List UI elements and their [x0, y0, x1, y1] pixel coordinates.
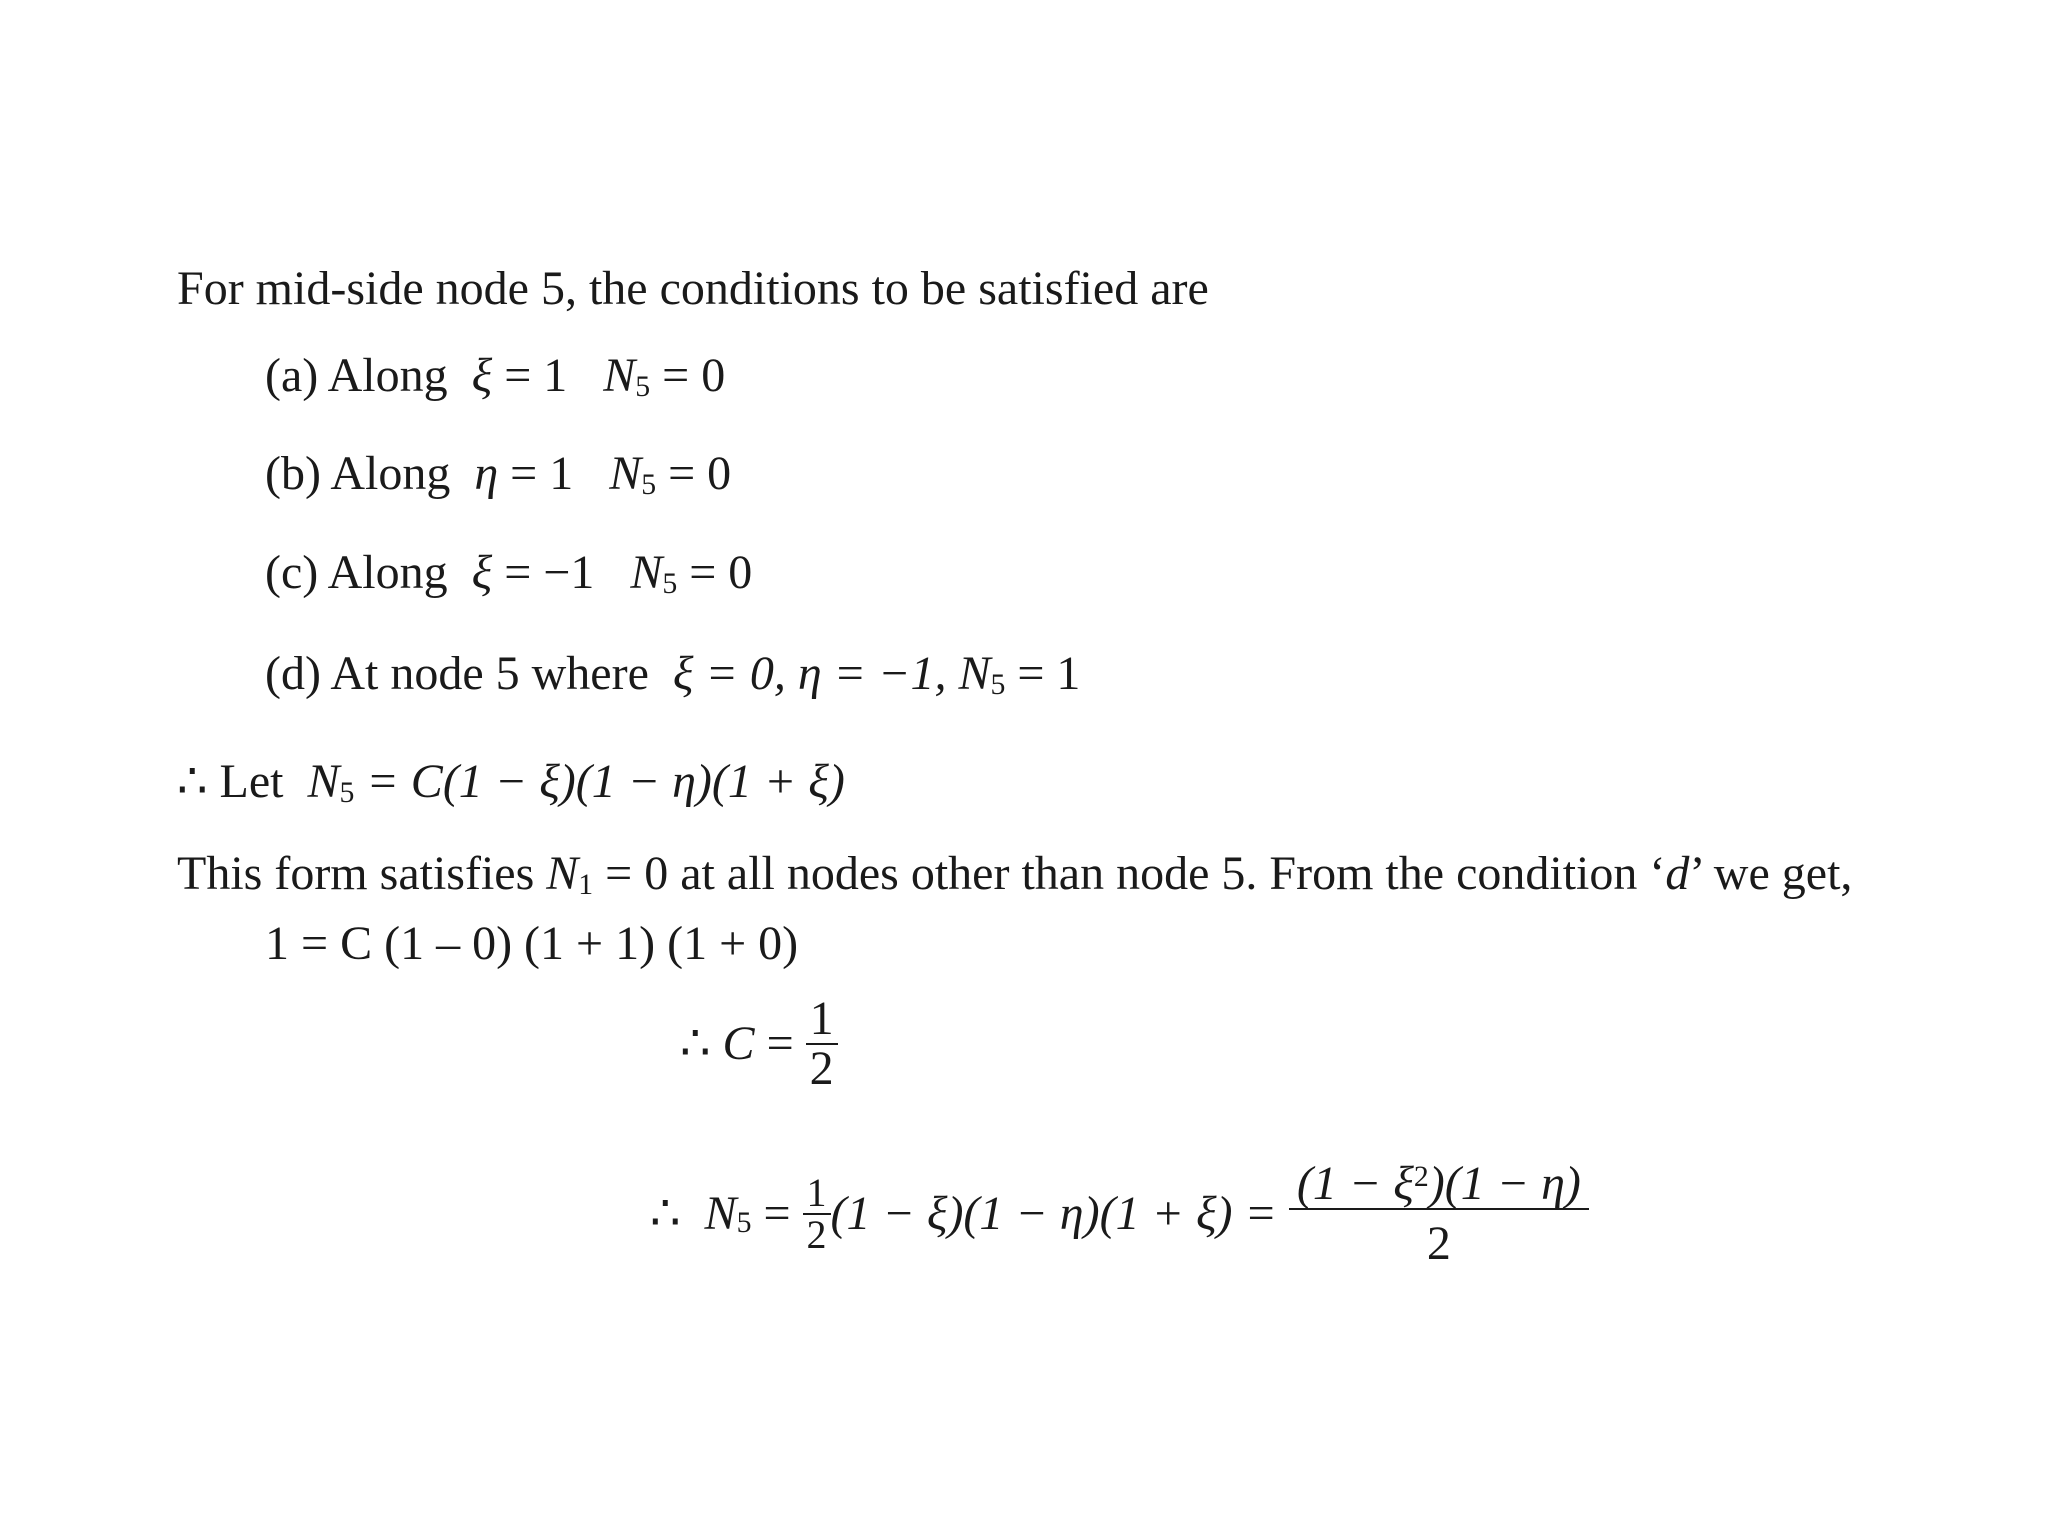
shape-function-symbol: N: [704, 1187, 737, 1240]
shape-function-symbol: N: [630, 546, 663, 599]
satisfies-suffix: ’ we get,: [1689, 847, 1853, 900]
shape-function-subscript: 5: [641, 468, 657, 502]
satisfies-middle: = 0 at all nodes other than node 5. From the condition ‘: [593, 847, 1666, 900]
condition-relation: = 1: [498, 447, 574, 500]
condition-variable: η: [474, 447, 499, 500]
numerator-part-a: (1 − ξ: [1296, 1157, 1414, 1210]
intro-text: [177, 262, 1209, 315]
shape-function-symbol: N: [609, 447, 642, 500]
satisfies-prefix: This form satisfies: [177, 847, 547, 900]
shape-function-symbol: N: [546, 847, 579, 900]
n5-result: ∴ N $_5$ = $\frac{1}{2}$ (1 − ξ)(1 − η)(1 + ξ) = $\frac{(1 - \xi^2)(1 - \eta)}{2}$: [650, 1160, 1589, 1268]
condition-a: [265, 349, 726, 404]
shape-function-subscript: 5: [635, 370, 651, 404]
shape-function-value: = 0: [656, 447, 732, 500]
condition-variable: ξ: [672, 647, 694, 700]
shape-function-subscript: 5: [990, 668, 1006, 702]
condition-label: (d) At node 5 where: [265, 647, 649, 700]
numerator-part-b: )(1 − η): [1428, 1157, 1581, 1210]
condition-reference: d: [1665, 847, 1690, 900]
therefore-symbol: ∴: [680, 1017, 711, 1070]
fraction-denominator: 2: [806, 1212, 827, 1257]
let-word: Let: [219, 755, 284, 808]
half-fraction: [803, 1170, 831, 1257]
shape-function-subscript: 1: [578, 868, 594, 902]
shape-function-value: = 0: [677, 546, 753, 599]
shape-function-subscript: 5: [339, 776, 355, 810]
fraction-denominator: 2: [809, 1042, 834, 1095]
satisfies-text: [177, 847, 1853, 902]
shape-function-symbol: N: [307, 755, 340, 808]
condition-b: [265, 447, 732, 502]
final-fraction: [1289, 1157, 1589, 1270]
condition-label: (c) Along: [265, 546, 448, 599]
numerator-exponent: 2: [1413, 1159, 1429, 1193]
let-statement: [177, 755, 845, 810]
substitution-equation: 1 = C (1 – 0) (1 + 1) (1 + 0): [265, 917, 799, 970]
shape-function-symbol: N: [958, 647, 991, 700]
shape-function-value: = 1: [1005, 647, 1081, 700]
intro-sentence: For mid-side node 5, the conditions to be satisfied are: [177, 262, 1209, 315]
c-result: [680, 992, 838, 1095]
substitution-line: [265, 917, 799, 970]
fraction-numerator: 1: [806, 995, 838, 1045]
constant-symbol: C: [722, 1017, 755, 1070]
fraction-numerator: 1: [803, 1173, 831, 1215]
shape-function-subscript: 5: [662, 567, 678, 601]
equals-sign: =: [751, 1187, 803, 1240]
condition-variable: ξ: [471, 546, 493, 599]
condition-label: (b) Along: [265, 447, 451, 500]
therefore-symbol: ∴: [177, 755, 208, 808]
product-expression: (1 − ξ)(1 − η)(1 + ξ) =: [830, 1187, 1289, 1240]
condition-relation: = −1: [492, 546, 595, 599]
condition-relation: = 1: [492, 349, 568, 402]
equals-sign: =: [754, 1017, 806, 1070]
condition-relation: = 0, η = −1,: [693, 647, 947, 700]
assumed-form-expression: = C(1 − ξ)(1 − η)(1 + ξ): [354, 755, 845, 808]
condition-d: [265, 647, 1081, 702]
therefore-symbol: ∴: [650, 1187, 681, 1240]
fraction-denominator: 2: [1426, 1217, 1451, 1270]
shape-function-symbol: N: [603, 349, 636, 402]
final-fraction-numerator: [1289, 1157, 1589, 1210]
condition-label: (a) Along: [265, 349, 448, 402]
shape-function-value: = 0: [650, 349, 726, 402]
condition-c: [265, 546, 753, 601]
condition-variable: ξ: [471, 349, 493, 402]
c-fraction: [806, 992, 838, 1095]
